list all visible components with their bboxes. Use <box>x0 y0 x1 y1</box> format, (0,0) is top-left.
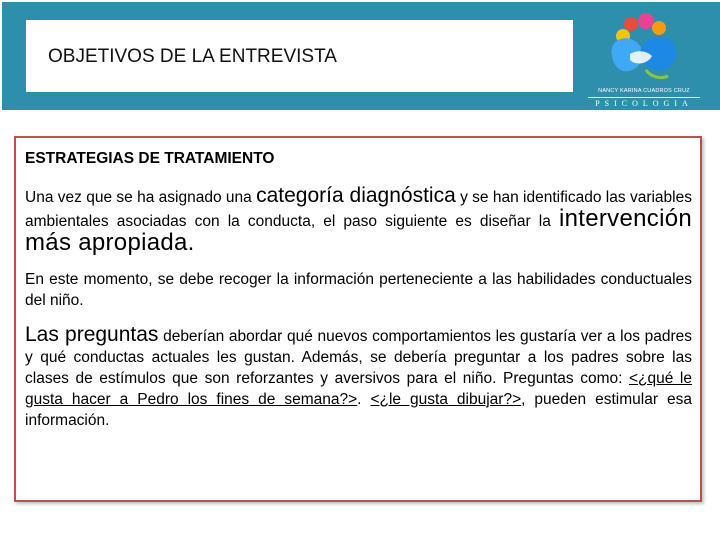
page-title: OBJETIVOS DE LA ENTREVISTA <box>48 46 337 67</box>
p1-emphasis-intervention: intervención más apropiada. <box>25 205 692 256</box>
paragraph-1 <box>25 185 692 256</box>
p3-question-1: <¿qué le gusta hacer a Pedro los fines de semana?> <box>25 370 692 408</box>
logo-subtitle: PSICOLOGIA <box>595 99 693 108</box>
paragraph-2: En este momento, se debe recoger la información perteneciente a las habilidades conductuales del niño. <box>25 271 692 309</box>
logo-divider <box>588 97 700 98</box>
p1-emphasis-category: categoría diagnóstica <box>256 184 456 207</box>
header-band <box>2 2 720 110</box>
p1-text-c: y se han identificado las variables ambientales asociadas con la conducta, el paso siguiente es diseñar la <box>25 189 692 230</box>
p1-text-a: Una vez que se ha asignado una <box>25 189 257 206</box>
content-box <box>14 136 702 502</box>
section-heading: ESTRATEGIAS DE TRATAMIENTO <box>25 150 275 167</box>
p3-text-b: deberían abordar qué nuevos comportamientos les gustaría ver a los padres y qué conductas actuales les gustan. Además, se debería preguntar a los padres sobre las clases de estímulos que son reforzantes y aversivos para el niño. Preguntas como: <box>25 328 692 387</box>
p3-question-2: <¿le gusta dibujar?> <box>370 391 522 408</box>
title-box <box>26 20 573 92</box>
butterfly-logo-icon <box>580 10 708 88</box>
logo-name: NANCY KARINA CUADROS CRUZ <box>598 88 690 94</box>
p3-emphasis-questions: Las preguntas <box>25 323 159 346</box>
p3-separator: . <box>357 391 371 408</box>
p3-text-end: , pueden estimular esa información. <box>25 391 692 429</box>
content-body <box>25 148 692 444</box>
paragraph-3 <box>25 324 692 431</box>
psychology-logo <box>580 10 708 108</box>
